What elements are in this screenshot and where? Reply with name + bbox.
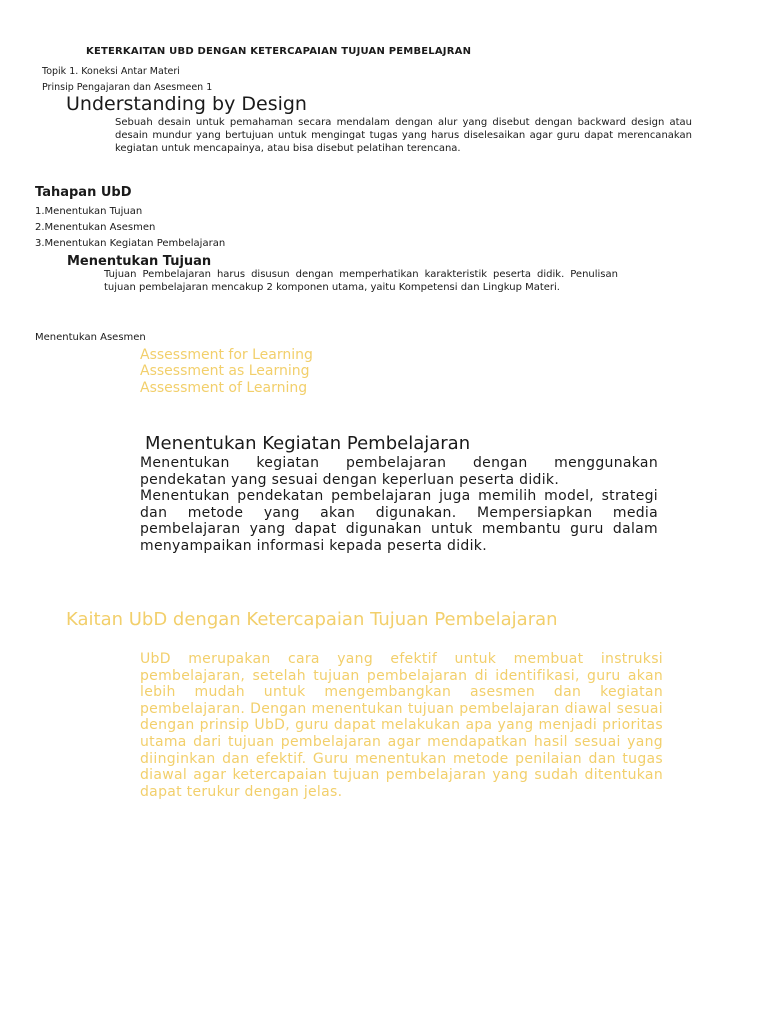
- goals-paragraph: Tujuan Pembelajaran harus disusun dengan memperhatikan karakteristik peserta didik. Penulisan tujuan pembelajaran mencakup 2 komponen utama, yaitu Kompetensi dan Lingkup Materi.: [104, 269, 618, 294]
- activities-paragraph: Menentukan pendekatan pembelajaran juga memilih model, strategi dan metode yang akan digunakan. Mempersiapkan media pembelajaran yang dapat digunakan untuk membantu guru dalam menyampaikan informasi kepada peserta didik.: [140, 488, 658, 554]
- stage-item: 3.Menentukan Kegiatan Pembelajaran: [35, 238, 226, 249]
- stage-item: 2.Menentukan Asesmen: [35, 222, 156, 233]
- activities-paragraph: Menentukan kegiatan pembelajaran dengan menggunakan pendekatan yang sesuai dengan keperluan peserta didik.: [140, 455, 658, 488]
- document-title: KETERKAITAN UBD DENGAN KETERCAPAIAN TUJUAN PEMBELAJRAN: [86, 46, 472, 57]
- course-line: Prinsip Pengajaran dan Asesmeen 1: [42, 82, 213, 93]
- assessment-item: Assessment for Learning: [140, 347, 313, 363]
- relation-paragraph: UbD merupakan cara yang efektif untuk membuat instruksi pembelajaran, setelah tujuan pembelajaran di identifikasi, guru akan lebih mudah untuk mengembangkan asesmen dan kegiatan pembelajaran. Dengan menentukan tujuan pembelajaran diawal sesuai dengan prinsip UbD, guru dapat melakukan apa yang menjadi prioritas utama dari tujuan pembelajaran agar mendapatkan hasil sesuai yang diinginkan dan efektif. Guru menentukan metode penilaian dan tugas diawal agar ketercapaian tujuan pembelajaran yang sudah ditentukan dapat terukur dengan jelas.: [140, 651, 663, 800]
- section-heading-understanding-by-design: Understanding by Design: [66, 93, 307, 115]
- section-heading-kaitan: Kaitan UbD dengan Ketercapaian Tujuan Pembelajaran: [66, 609, 558, 630]
- topic-line: Topik 1. Koneksi Antar Materi: [42, 66, 180, 77]
- section-heading-kegiatan: Menentukan Kegiatan Pembelajaran: [145, 433, 471, 454]
- assessment-item: Assessment as Learning: [140, 363, 310, 379]
- intro-paragraph: Sebuah desain untuk pemahaman secara mendalam dengan alur yang disebut dengan backward design atau desain mundur yang bertujuan untuk mengingat tugas yang harus diselesaikan agar guru dapat merencanakan kegiatan untuk mencapainya, atau bisa disebut pelatihan terencana.: [115, 117, 692, 155]
- section-heading-menentukan-tujuan: Menentukan Tujuan: [67, 254, 212, 269]
- stage-item: 1.Menentukan Tujuan: [35, 206, 143, 217]
- section-heading-tahapan: Tahapan UbD: [35, 185, 132, 200]
- assessment-item: Assessment of Learning: [140, 380, 308, 396]
- assessment-label: Menentukan Asesmen: [35, 332, 146, 343]
- activities-body: [140, 455, 658, 555]
